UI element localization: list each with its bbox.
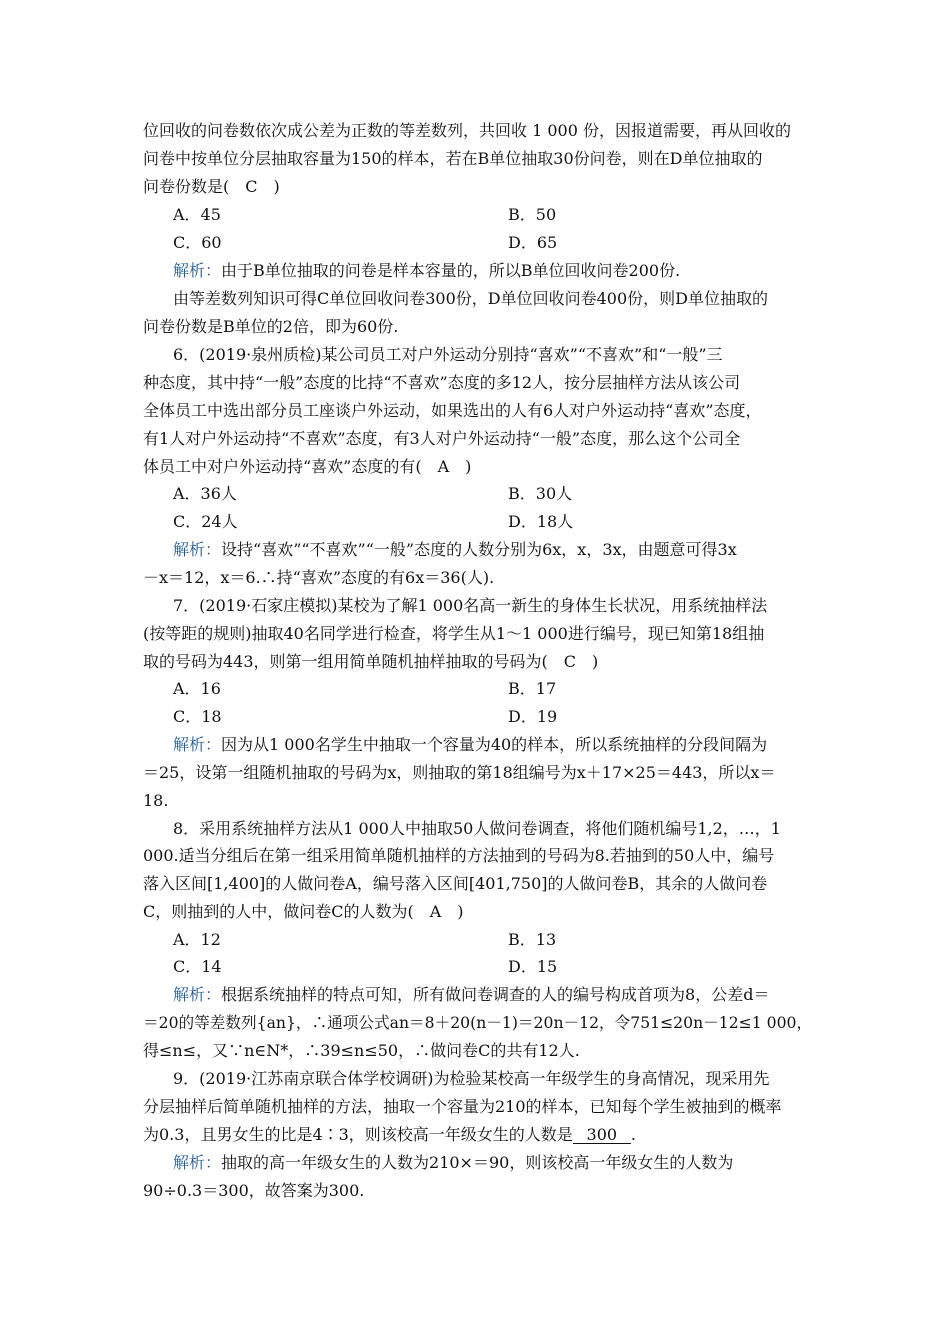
q8-line-4: C，则抽到的人中，做问卷C的人数为( A ) (143, 902, 464, 921)
q6-option-a: A．36人 (173, 484, 237, 503)
solution-label: 解析： (173, 1153, 222, 1172)
solution-label: 解析： (173, 985, 222, 1004)
q8-solution-line-1: 解析：根据系统抽样的特点可知，所有做问卷调查的人的编号构成首项为8，公差d＝ (173, 985, 770, 1004)
q5-line-1: 位回收的问卷数依次成公差为正数的等差数列，共回收 1 000 份，因报道需要，再从回收的 (143, 121, 791, 140)
q8-line-1: 8．采用系统抽样方法从1 000人中抽取50人做问卷调查，将他们随机编号1,2，…，1 (173, 819, 781, 838)
solution-label: 解析： (173, 261, 222, 280)
q8-line-2: 000.适当分组后在第一组采用简单随机抽样的方法抽到的号码为8.若抽到的50人中，编号 (143, 846, 775, 865)
q5-option-b: B．50 (508, 205, 557, 224)
q8-line-3: 落入区间[1,400]的人做问卷A，编号落入区间[401,750]的人做问卷B，其余的人做问卷 (143, 874, 768, 893)
q8-option-b: B．13 (508, 930, 557, 949)
q7-solution-line-2: ＝25，设第一组随机抽取的号码为x，则抽取的第18组编号为x＋17×25＝443，所以x＝ (143, 763, 776, 782)
q9-line-1: 9．(2019·江苏南京联合体学校调研)为检验某校高一年级学生的身高情况，现采用先 (173, 1069, 770, 1088)
q6-option-b: B．30人 (508, 484, 573, 503)
q5-line-3: 问卷份数是( C ) (143, 177, 280, 196)
q6-solution-line-1: 解析：设持“喜欢”“不喜欢”“一般”态度的人数分别为6x，x，3x，由题意可得3x (173, 540, 737, 559)
q6-option-c: C．24人 (173, 512, 238, 531)
q8-option-a: A．12 (173, 930, 221, 949)
q7-option-c: C．18 (173, 707, 222, 726)
q5-option-d: D．65 (508, 233, 558, 252)
q6-line-4: 有1人对户外运动持“不喜欢”态度，有3人对户外运动持“一般”态度，那么这个公司全 (143, 429, 741, 448)
q7-solution-line-3: 18. (143, 791, 169, 810)
q8-option-d: D．15 (508, 957, 558, 976)
q7-option-a: A．16 (173, 679, 221, 698)
q9-line-2: 分层抽样后简单随机抽样的方法，抽取一个容量为210的样本，已知每个学生被抽到的概率 (143, 1097, 782, 1116)
q9-solution-line-1: 解析：抽取的高一年级女生的人数为210×＝90，则该校高一年级女生的人数为 (173, 1153, 734, 1172)
q5-option-c: C．60 (173, 233, 222, 252)
q7-line-2: (按等距的规则)抽取40名同学进行检查，将学生从1～1 000进行编号，现已知第18组抽 (143, 624, 765, 643)
q5-line-2: 问卷中按单位分层抽取容量为150的样本，若在B单位抽取30份问卷，则在D单位抽取的 (143, 149, 763, 168)
solution-label: 解析： (173, 540, 222, 559)
q5-solution-line-3: 问卷份数是B单位的2倍，即为60份. (143, 317, 399, 336)
q9-line-3: 为0.3，且男女生的比是4∶3，则该校高一年级女生的人数是 300 . (143, 1125, 636, 1144)
q7-solution-line-1: 解析：因为从1 000名学生中抽取一个容量为40的样本，所以系统抽样的分段间隔为 (173, 735, 768, 754)
q5-solution-line-2: 由等差数列知识可得C单位回收问卷300份，D单位回收问卷400份，则D单位抽取的 (173, 289, 768, 308)
q9-solution-line-2: 90÷0.3＝300，故答案为300. (143, 1181, 365, 1200)
q6-option-d: D．18人 (508, 512, 574, 531)
q6-line-5: 体员工中对户外运动持“喜欢”态度的有( A ) (143, 457, 472, 476)
q6-line-1: 6．(2019·泉州质检)某公司员工对户外运动分别持“喜欢”“不喜欢”和“一般”三 (173, 345, 723, 364)
q7-line-3: 取的号码为443，则第一组用简单随机抽样抽取的号码为( C ) (143, 652, 599, 671)
q6-line-2: 种态度，其中持“一般”态度的比持“不喜欢”态度的多12人，按分层抽样方法从该公司 (143, 373, 741, 392)
solution-label: 解析： (173, 735, 222, 754)
q6-solution-line-2: －x＝12，x＝6.∴持“喜欢”态度的有6x＝36(人). (143, 568, 495, 587)
q8-solution-line-2: ＝20的等差数列{an}，∴通项公式an＝8＋20(n－1)＝20n－12，令751≤20n－12≤1 000， (143, 1013, 813, 1032)
q8-solution-line-3: 得≤n≤，又∵n∈N*，∴39≤n≤50，∴做问卷C的共有12人. (143, 1041, 580, 1060)
q6-line-3: 全体员工中选出部分员工座谈户外运动，如果选出的人有6人对户外运动持“喜欢”态度， (143, 401, 762, 420)
q5-option-a: A．45 (173, 205, 221, 224)
q8-option-c: C．14 (173, 957, 222, 976)
q5-solution-line-1: 解析：由于B单位抽取的问卷是样本容量的，所以B单位回收问卷200份. (173, 261, 681, 280)
q7-option-d: D．19 (508, 707, 558, 726)
q7-line-1: 7．(2019·石家庄模拟)某校为了解1 000名高一新生的身体生长状况，用系统抽样法 (173, 596, 768, 615)
q7-option-b: B．17 (508, 679, 557, 698)
q9-answer-blank: 300 (573, 1125, 631, 1144)
